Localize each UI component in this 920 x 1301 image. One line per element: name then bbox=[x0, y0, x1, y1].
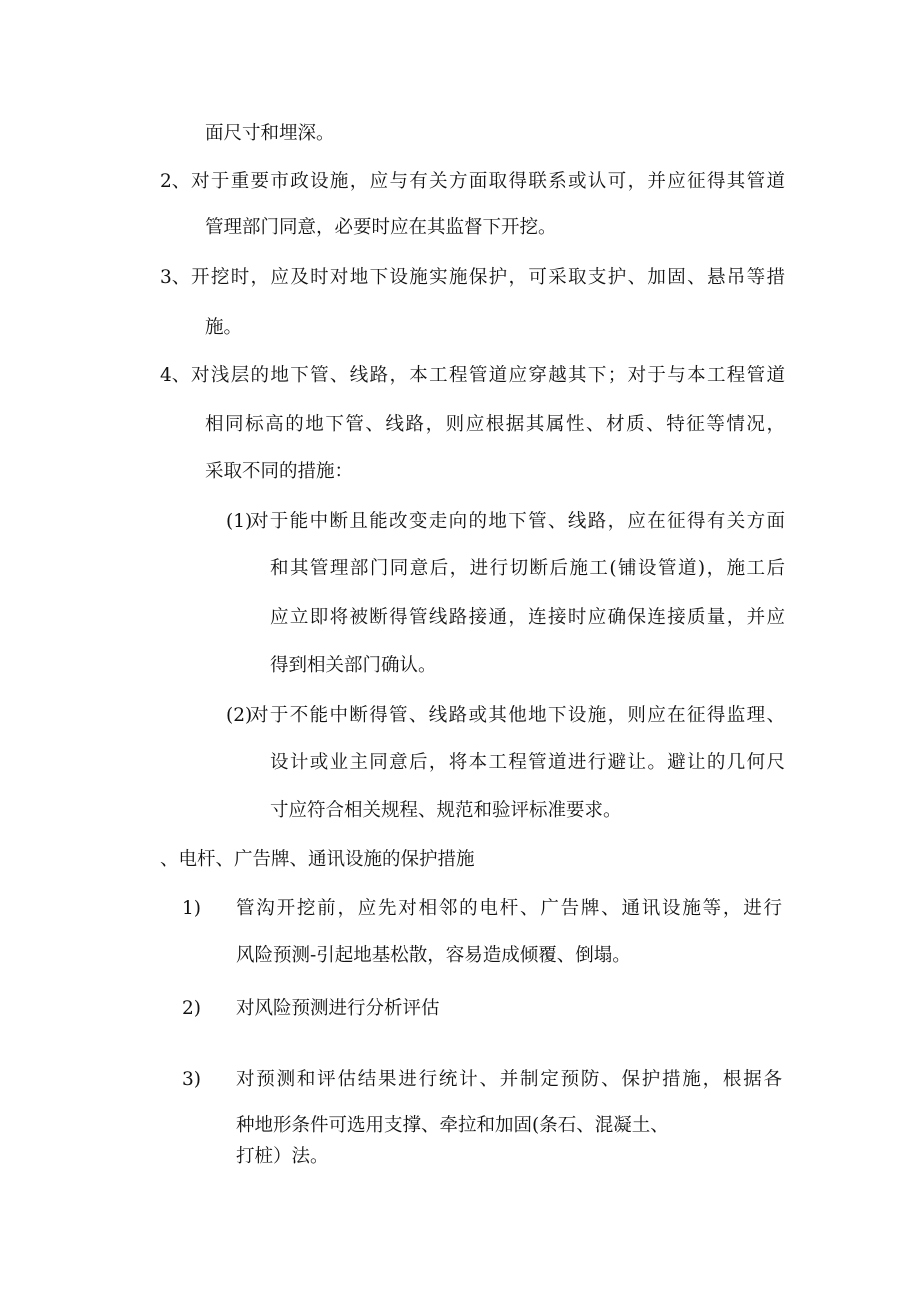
item-4-line-2: 相同标高的地下管、线路，则应根据其属性、材质、特征等情况， bbox=[205, 414, 785, 435]
sub-item-1-line-1: 对于能中断且能改变走向的地下管、线路，应在征得有关方面 bbox=[250, 511, 785, 532]
item-4-line-1: 对浅层的地下管、线路，本工程管道应穿越其下；对于与本工程管道 bbox=[191, 365, 785, 386]
section-item-1-line-1: 管沟开挖前，应先对相邻的电杆、广告牌、通讯设施等，进行 bbox=[236, 898, 782, 919]
section-heading: 、电杆、广告牌、通讯设施的保护措施 bbox=[160, 849, 475, 870]
section-item-3-line-3: 打桩）法。 bbox=[236, 1146, 329, 1167]
item-3-number: 3、 bbox=[160, 267, 191, 288]
item-3-line-2: 施。 bbox=[205, 317, 243, 338]
section-item-1-line-2: 风险预测-引起地基松散，容易造成倾覆、倒塌。 bbox=[236, 945, 631, 966]
item-2-line-1: 对于重要市政设施，应与有关方面取得联系或认可，并应征得其管道 bbox=[191, 171, 785, 192]
item-3-line-1: 开挖时，应及时对地下设施实施保护，可采取支护、加固、悬吊等措 bbox=[191, 267, 785, 288]
item-2-number: 2、 bbox=[160, 171, 191, 192]
sub-item-2-line-1: 对于不能中断得管、线路或其他地下设施，则应在征得监理、 bbox=[250, 705, 785, 726]
section-item-1-number: 1) bbox=[182, 898, 201, 919]
section-item-2-number: 2) bbox=[182, 998, 201, 1019]
sub-item-2-line-2: 设计或业主同意后，将本工程管道进行避让。避让的几何尺 bbox=[270, 752, 785, 773]
item-2-line-2: 管理部门同意，必要时应在其监督下开挖。 bbox=[205, 217, 557, 238]
section-item-3-line-1: 对预测和评估结果进行统计、并制定预防、保护措施，根据各 bbox=[236, 1069, 782, 1090]
section-item-2-line-1: 对风险预测进行分析评估 bbox=[236, 998, 440, 1019]
sub-item-1-number: (1) bbox=[226, 511, 253, 532]
sub-item-1-line-4: 得到相关部门确认。 bbox=[270, 655, 437, 676]
section-item-3-line-2: 种地形条件可选用支撑、牵拉和加固(条石、混凝土、 bbox=[236, 1115, 669, 1136]
continuation-line: 面尺寸和埋深。 bbox=[205, 123, 335, 144]
item-4-line-3: 采取不同的措施： bbox=[205, 461, 354, 482]
sub-item-1-line-2: 和其管理部门同意后，进行切断后施工(铺设管道)，施工后 bbox=[270, 558, 785, 579]
sub-item-1-line-3: 应立即将被断得管线路接通，连接时应确保连接质量，并应 bbox=[270, 607, 785, 628]
item-4-number: 4、 bbox=[160, 365, 191, 386]
sub-item-2-number: (2) bbox=[226, 705, 253, 726]
sub-item-2-line-3: 寸应符合相关规程、规范和验评标准要求。 bbox=[270, 800, 622, 821]
section-item-3-number: 3) bbox=[182, 1069, 201, 1090]
